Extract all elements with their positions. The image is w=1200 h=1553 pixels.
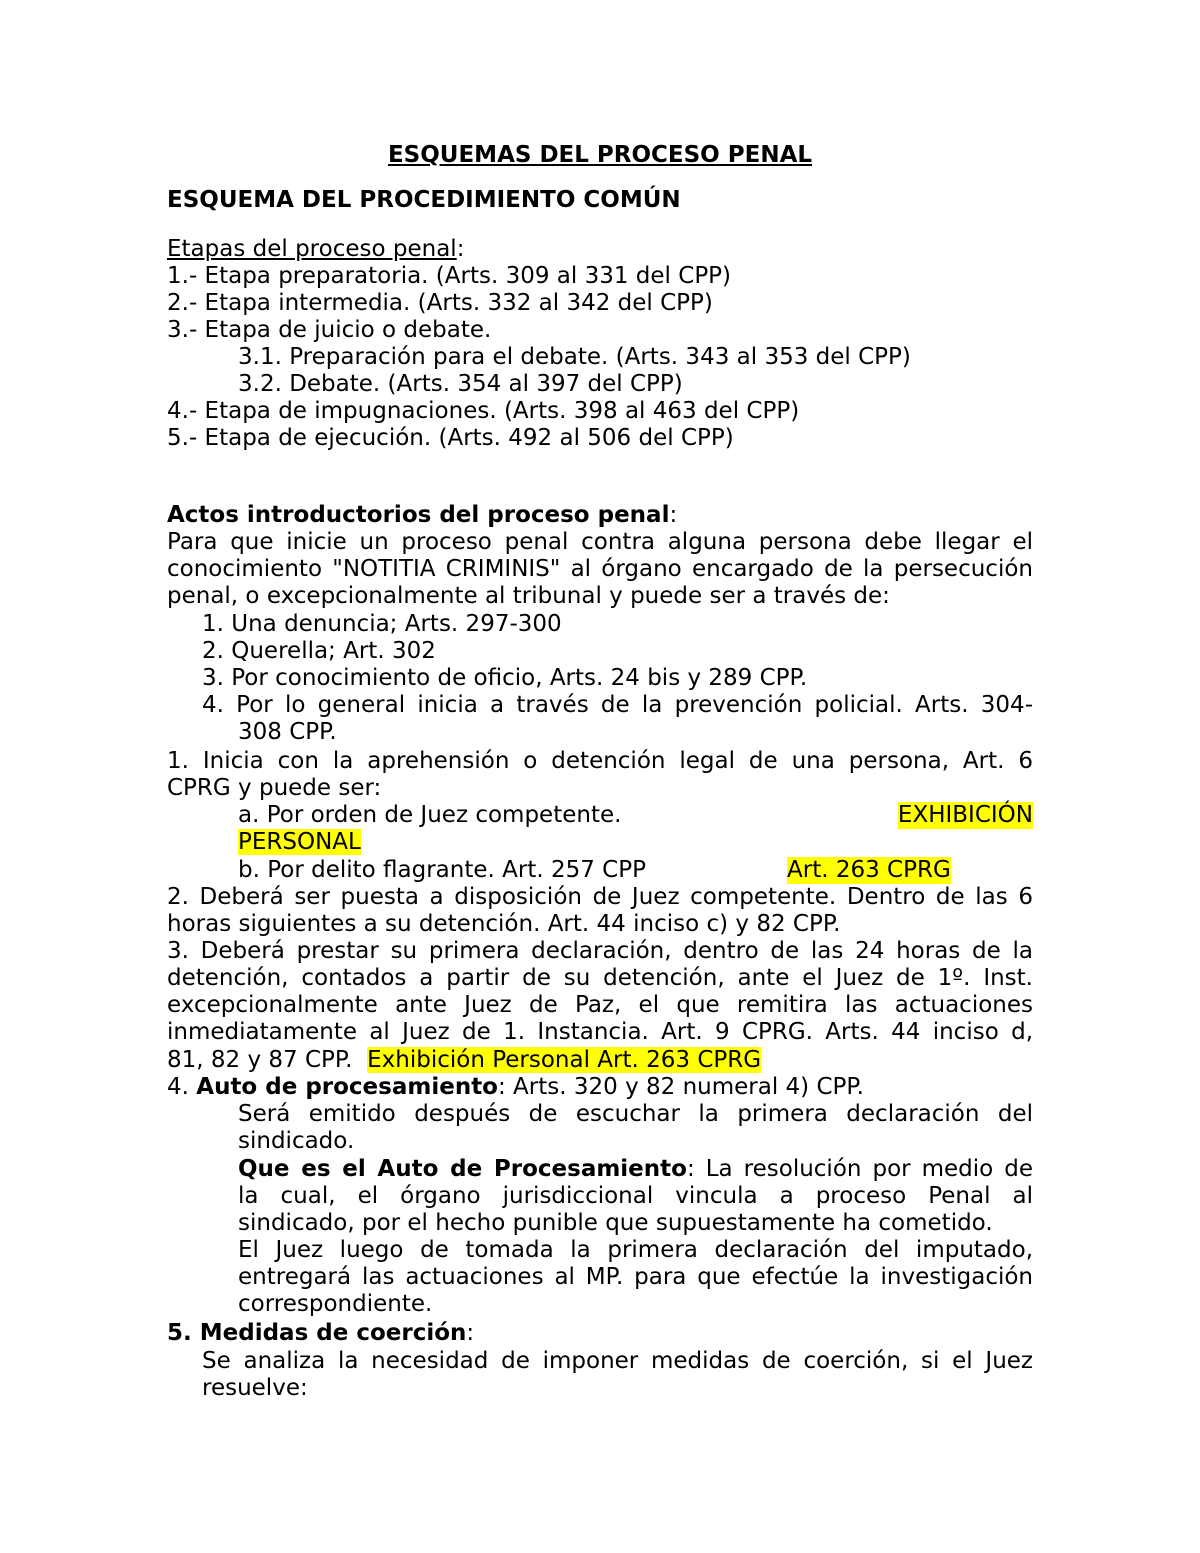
paragraph-3: 3. Deberá prestar su primera declaración, dentro de las 24 horas de la <box>167 938 1033 964</box>
paragraph-1a: a. Por orden de Juez competente. EXHIBICIÓN <box>238 802 1033 828</box>
etapa-item: 1.- Etapa preparatoria. (Arts. 309 al 331 del CPP) <box>167 263 732 289</box>
paragraph-4b: Que es el Auto de Procesamiento: La resolución por medio de <box>238 1156 1034 1182</box>
actos-intro-line: conocimiento "NOTITIA CRIMINIS" al órgano encargado de la persecución <box>167 556 1033 582</box>
paragraph-4a: Será emitido después de escuchar la primera declaración del <box>238 1101 1033 1127</box>
actos-list-item: 4. Por lo general inicia a través de la prevención policial. Arts. 304- <box>202 692 1033 718</box>
etapa-subitem: 3.2. Debate. (Arts. 354 al 397 del CPP) <box>238 371 683 397</box>
etapa-subitem: 3.1. Preparación para el debate. (Arts. 343 al 353 del CPP) <box>238 344 911 370</box>
paragraph-1: CPRG y puede ser: <box>167 775 382 801</box>
paragraph-4c: entregará las actuaciones al MP. para que efectúe la investigación <box>238 1264 1033 1290</box>
actos-list-item: 1. Una denuncia; Arts. 297-300 <box>202 611 562 637</box>
etapas-heading: Etapas del proceso penal: <box>167 236 465 262</box>
paragraph-4: 4. Auto de procesamiento: Arts. 320 y 82 numeral 4) CPP. <box>167 1074 864 1100</box>
etapa-item: 2.- Etapa intermedia. (Arts. 332 al 342 del CPP) <box>167 290 713 316</box>
paragraph-3: excepcionalmente ante Juez de Paz, el que remitira las actuaciones <box>167 992 1033 1018</box>
section-subtitle: ESQUEMA DEL PROCEDIMIENTO COMÚN <box>167 187 681 213</box>
paragraph-4a: sindicado. <box>238 1128 355 1154</box>
paragraph-5-heading: 5. Medidas de coerción: <box>167 1320 475 1346</box>
paragraph-4b: sindicado, por el hecho punible que supuestamente ha cometido. <box>238 1210 993 1236</box>
actos-intro-line: Para que inicie un proceso penal contra alguna persona debe llegar el <box>167 529 1033 555</box>
paragraph-4c: correspondiente. <box>238 1291 433 1317</box>
etapa-item: 3.- Etapa de juicio o debate. <box>167 317 492 343</box>
paragraph-4c: El Juez luego de tomada la primera declaración del imputado, <box>238 1237 1033 1263</box>
highlight-exhibicion-personal: Exhibición Personal Art. 263 CPRG <box>367 1047 762 1073</box>
paragraph-2: horas siguientes a su detención. Art. 44 inciso c) y 82 CPP. <box>167 911 841 937</box>
actos-intro-line: penal, o excepcionalmente al tribunal y puede ser a través de: <box>167 583 890 609</box>
actos-list-item-cont: 308 CPP. <box>238 719 337 745</box>
etapa-item: 5.- Etapa de ejecución. (Arts. 492 al 506 del CPP) <box>167 425 734 451</box>
paragraph-5: Se analiza la necesidad de imponer medidas de coerción, si el Juez <box>202 1348 1033 1374</box>
paragraph-3: inmediatamente al Juez de 1. Instancia. Art. 9 CPRG. Arts. 44 inciso d, <box>167 1019 1033 1045</box>
highlight-personal: PERSONAL <box>238 829 361 855</box>
paragraph-4b: la cual, el órgano jurisdiccional vincula a proceso Penal al <box>238 1183 1033 1209</box>
actos-list-item: 3. Por conocimiento de oficio, Arts. 24 bis y 289 CPP. <box>202 665 808 691</box>
document-title: ESQUEMAS DEL PROCESO PENAL <box>387 142 813 168</box>
paragraph-1b: b. Por delito flagrante. Art. 257 CPP Art. 263 CPRG <box>238 857 951 883</box>
etapa-item: 4.- Etapa de impugnaciones. (Arts. 398 al 463 del CPP) <box>167 398 800 424</box>
paragraph-5: resuelve: <box>202 1375 308 1401</box>
paragraph-3-last: 81, 82 y 87 CPP. Exhibición Personal Art. 263 CPRG <box>167 1047 762 1073</box>
paragraph-3: detención, contados a partir de su detención, ante el Juez de 1º. Inst. <box>167 965 1033 991</box>
highlight-art263: Art. 263 CPRG <box>787 857 951 883</box>
actos-list-item: 2. Querella; Art. 302 <box>202 638 436 664</box>
paragraph-1: 1. Inicia con la aprehensión o detención legal de una persona, Art. 6 <box>167 748 1033 774</box>
paragraph-2: 2. Deberá ser puesta a disposición de Juez competente. Dentro de las 6 <box>167 884 1033 910</box>
highlight-exhibicion: EXHIBICIÓN <box>897 802 1033 828</box>
actos-heading: Actos introductorios del proceso penal: <box>167 502 678 528</box>
